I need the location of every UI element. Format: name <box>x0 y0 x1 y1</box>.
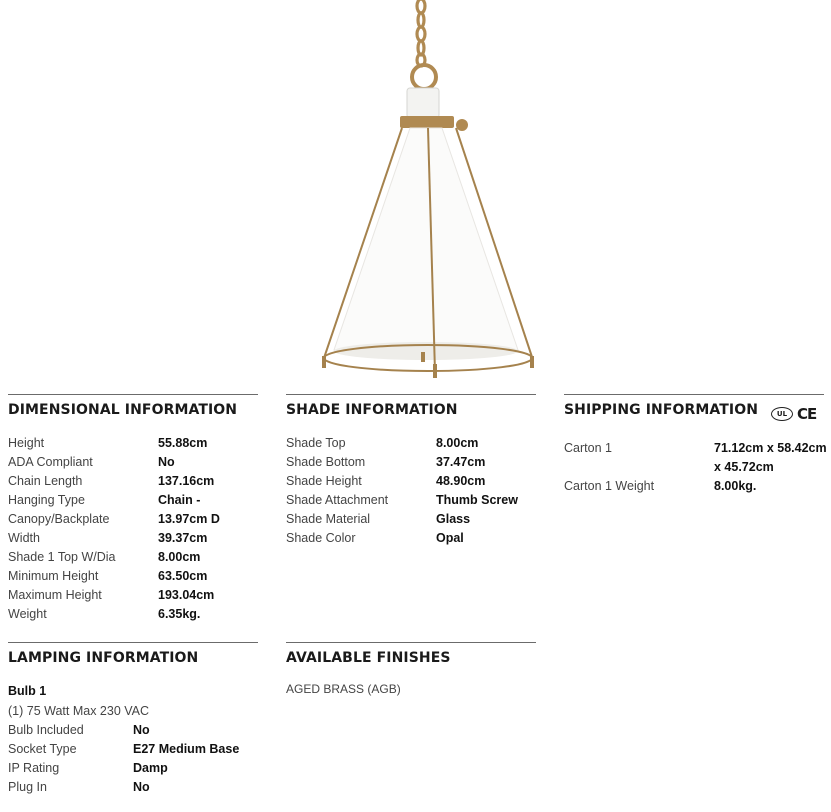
spec-row <box>564 439 827 458</box>
spec-label: Shade Color <box>286 531 356 545</box>
spec-value: x 45.72cm <box>714 460 774 474</box>
spec-row <box>8 605 258 624</box>
spec-label: Maximum Height <box>8 588 102 602</box>
spec-row <box>286 510 536 529</box>
spec-value: Damp <box>133 761 168 775</box>
shipping-section <box>564 394 827 496</box>
shipping-title: SHIPPING INFORMATION <box>564 402 759 418</box>
finish-item: AGED BRASS (AGB) <box>286 682 401 696</box>
spec-row <box>8 721 258 740</box>
certification-icons <box>771 405 816 423</box>
lamping-rows <box>8 721 258 797</box>
spec-value: 48.90cm <box>436 474 486 488</box>
spec-row <box>8 759 258 778</box>
spec-value: 37.47cm <box>436 455 486 469</box>
spec-label: Plug In <box>8 780 47 794</box>
finishes-section <box>286 642 536 696</box>
spec-label: Minimum Height <box>8 569 99 583</box>
spec-label: Shade Height <box>286 474 362 488</box>
spec-value: 8.00cm <box>158 550 201 564</box>
spec-row <box>8 548 258 567</box>
bulb-description: (1) 75 Watt Max 230 VAC <box>8 704 150 718</box>
spec-value: 193.04cm <box>158 588 215 602</box>
spec-row <box>8 567 258 586</box>
section-divider <box>564 394 824 395</box>
spec-label: Shade Material <box>286 512 371 526</box>
spec-label: Width <box>8 531 40 545</box>
spec-value: No <box>133 780 150 794</box>
section-divider <box>8 394 258 395</box>
spec-value: Thumb Screw <box>436 493 518 507</box>
spec-value: Opal <box>436 531 464 545</box>
bulb-title: Bulb 1 <box>8 684 47 698</box>
dimensional-rows <box>8 434 258 624</box>
lamping-title: LAMPING INFORMATION <box>8 650 199 666</box>
spec-label: IP Rating <box>8 761 60 775</box>
shade-section <box>286 394 536 548</box>
spec-value: 55.88cm <box>158 436 208 450</box>
spec-label: Shade 1 Top W/Dia <box>8 550 116 564</box>
spec-label: Carton 1 Weight <box>564 479 655 493</box>
spec-value: No <box>158 455 175 469</box>
spec-value: Glass <box>436 512 471 526</box>
spec-label: Hanging Type <box>8 493 85 507</box>
spec-label: Carton 1 <box>564 441 612 455</box>
spec-value: Chain - <box>158 493 201 507</box>
ul-listed-icon: UL <box>771 407 793 421</box>
spec-label: Shade Top <box>286 436 346 450</box>
section-divider <box>8 642 258 643</box>
spec-row <box>8 529 258 548</box>
shade-title: SHADE INFORMATION <box>286 402 458 418</box>
shipping-title-row <box>564 402 824 423</box>
spec-row <box>286 491 536 510</box>
spec-row <box>564 477 824 496</box>
spec-value: 13.97cm D <box>158 512 220 526</box>
spec-row <box>8 491 258 510</box>
spec-value: E27 Medium Base <box>133 742 240 756</box>
spec-label: Canopy/Backplate <box>8 512 110 526</box>
spec-value: 71.12cm x 58.42cm <box>714 441 827 455</box>
spec-value: 137.16cm <box>158 474 215 488</box>
spec-row <box>8 586 258 605</box>
dimensional-section <box>8 394 258 624</box>
ce-mark-icon: CE <box>797 405 817 423</box>
spec-label: Shade Bottom <box>286 455 366 469</box>
shade-rows <box>286 434 536 548</box>
spec-row <box>286 472 536 491</box>
section-divider <box>286 642 536 643</box>
section-divider <box>286 394 536 395</box>
spec-label: Socket Type <box>8 742 77 756</box>
spec-label: Chain Length <box>8 474 83 488</box>
product-image <box>290 0 550 385</box>
spec-row <box>8 453 258 472</box>
spec-row <box>286 529 536 548</box>
spec-value: 8.00cm <box>436 436 479 450</box>
spec-label: Height <box>8 436 45 450</box>
spec-row <box>8 778 258 797</box>
spec-label: Weight <box>8 607 47 621</box>
spec-row <box>8 740 258 759</box>
spec-value: 39.37cm <box>158 531 208 545</box>
spec-value: 63.50cm <box>158 569 208 583</box>
spec-value: 8.00kg. <box>714 479 757 493</box>
spec-value: 6.35kg. <box>158 607 201 621</box>
dimensional-title: DIMENSIONAL INFORMATION <box>8 402 238 418</box>
spec-label: ADA Compliant <box>8 455 93 469</box>
lamping-section <box>8 642 258 797</box>
spec-row <box>8 434 258 453</box>
finishes-list <box>286 682 536 696</box>
finishes-title: AVAILABLE FINISHES <box>286 650 451 666</box>
spec-row <box>8 510 258 529</box>
spec-label: Bulb Included <box>8 723 84 737</box>
spec-row <box>564 458 824 477</box>
spec-row <box>286 434 536 453</box>
spec-label: Shade Attachment <box>286 493 389 507</box>
spec-value: No <box>133 723 150 737</box>
spec-row <box>286 453 536 472</box>
spec-row <box>8 472 258 491</box>
